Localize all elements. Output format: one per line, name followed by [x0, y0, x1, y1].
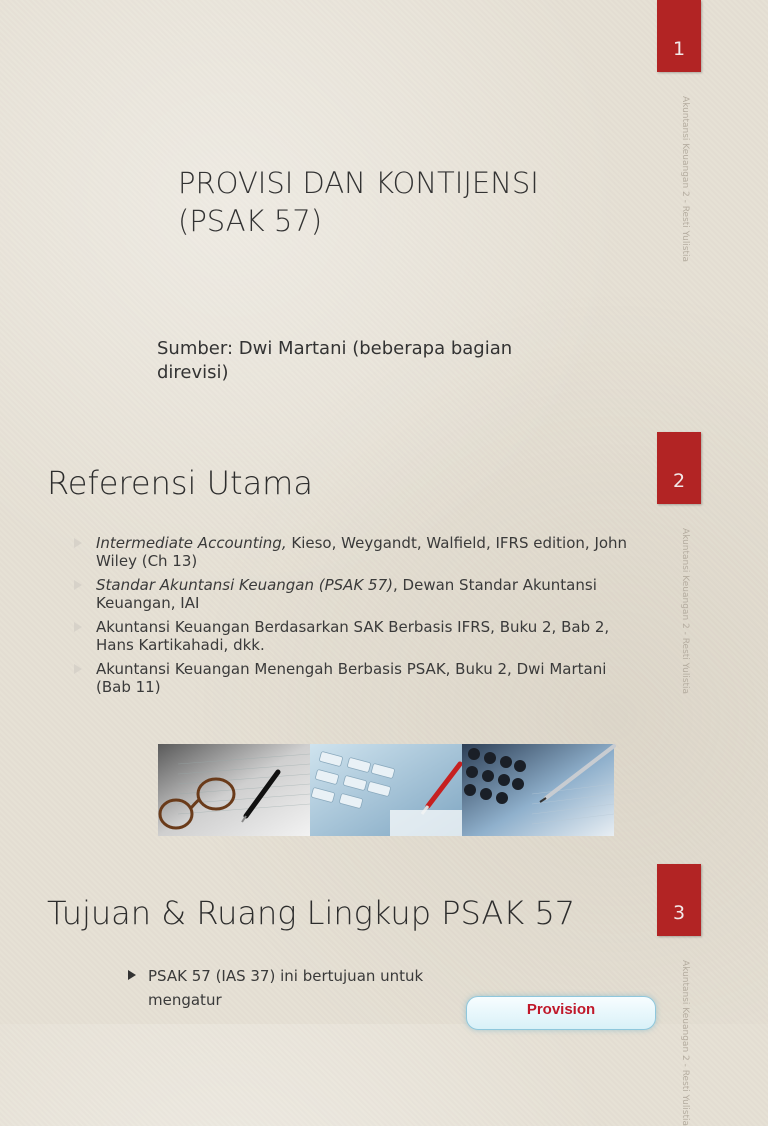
slide-footer: Akuntansi Keuangan 2 - Resti Yulistia [680, 960, 690, 1126]
glasses-and-pen-image [158, 744, 310, 836]
slide-footer: Akuntansi Keuangan 2 - Resti Yulistia [680, 528, 690, 695]
objective-line-1: PSAK 57 (IAS 37) ini bertujuan untuk [148, 967, 424, 985]
reference-title: Intermediate Accounting, [96, 534, 287, 552]
slide-number: 3 [672, 902, 686, 924]
reference-title: Standar Akuntansi Keuangan (PSAK 57) [96, 576, 393, 594]
slide-heading: Tujuan & Ruang Lingkup PSAK 57 [47, 894, 576, 932]
subtitle-line-2: direvisi) [157, 362, 229, 383]
calculator-keypad-image [462, 744, 614, 836]
bullet-triangle-icon [74, 538, 82, 548]
calculator-and-pen-image [310, 744, 462, 836]
bullet-triangle-icon [74, 622, 82, 632]
reference-item [74, 534, 634, 570]
slide-title [178, 164, 628, 240]
slide-number-badge [657, 0, 701, 72]
slide-number-badge [657, 864, 701, 936]
reference-item [74, 660, 634, 696]
reference-detail: Akuntansi Keuangan Menengah Berbasis PSAK, Buku 2, Dwi Martani (Bab 11) [96, 660, 607, 696]
subtitle-line-1: Sumber: Dwi Martani (beberapa bagian [157, 338, 513, 359]
provision-label: Provision [526, 1001, 596, 1018]
slide-2 [0, 432, 768, 864]
reference-detail: Kieso, Weygandt, Walfield, IFRS edition, John Wiley (Ch 13) [96, 534, 628, 570]
accounting-image-strip [158, 744, 614, 836]
slide-subtitle [157, 337, 577, 385]
bullet-triangle-icon [74, 580, 82, 590]
slide-heading: Referensi Utama [47, 464, 313, 502]
reference-detail: Akuntansi Keuangan Berdasarkan SAK Berbasis IFRS, Buku 2, Bab 2, Hans Kartikahadi, dkk. [96, 618, 610, 654]
reference-detail: , Dewan Standar Akuntansi Keuangan, IAI [96, 576, 597, 612]
reference-item [74, 576, 634, 612]
slide-number: 2 [672, 470, 686, 492]
slide-number-badge [657, 432, 701, 504]
objective-list [128, 964, 428, 1012]
bullet-triangle-icon [128, 970, 136, 980]
slide-1 [0, 0, 768, 432]
slide-number: 1 [672, 38, 686, 60]
slide-footer: Akuntansi Keuangan 2 - Resti Yulistia [680, 96, 690, 263]
bullet-triangle-icon [74, 664, 82, 674]
slide-title-line-1: PROVISI DAN KONTIJENSI [178, 166, 539, 200]
provision-box [466, 996, 656, 1030]
slide-3 [0, 864, 768, 1126]
objective-line-2: mengatur [148, 991, 222, 1009]
reference-list [74, 534, 634, 702]
slide-title-line-2: (PSAK 57) [178, 204, 323, 238]
objective-item [128, 964, 428, 1012]
reference-item [74, 618, 634, 654]
